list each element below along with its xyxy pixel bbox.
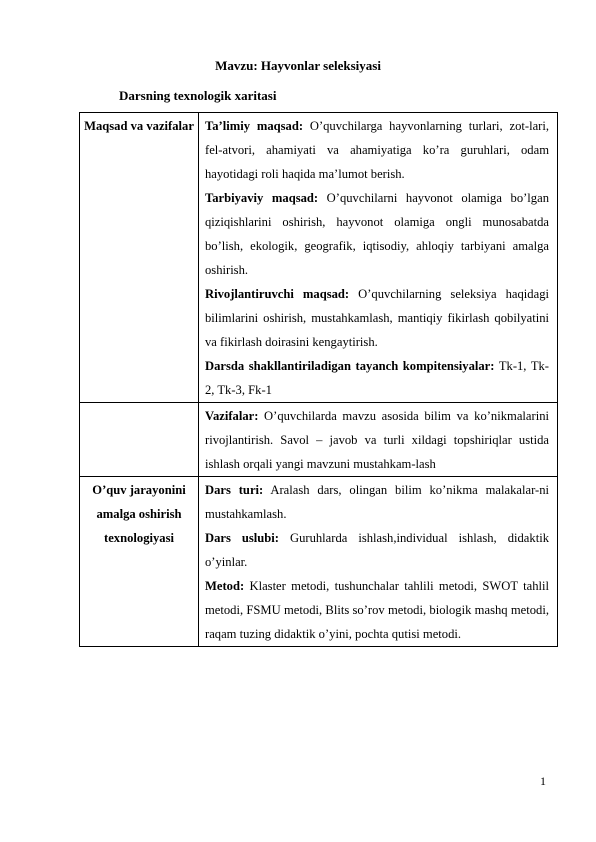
technology-map-table bbox=[79, 112, 558, 647]
row-content-goals bbox=[199, 113, 558, 403]
table-row bbox=[80, 477, 558, 647]
document-title: Mavzu: Hayvonlar seleksiyasi bbox=[215, 58, 381, 73]
paragraph-tasks: Vazifalar: O’quvchilarda mavzu asosida bilim va ko’nikmalarini rivojlantirish. Savol – javob va turli xildagi topshiriqlar ustida ishlash orqali yangi mavzuni mustahkam-lash bbox=[205, 409, 549, 471]
row-content-technology bbox=[199, 477, 558, 647]
paragraph-lesson-type: Dars turi: Aralash dars, olingan bilim ko’nikma malakalar-ni mustahkamlash. bbox=[205, 483, 549, 521]
row-heading-empty bbox=[80, 403, 199, 477]
table-row bbox=[80, 403, 558, 477]
row-heading-goals: Maqsad va vazifalar bbox=[80, 113, 199, 403]
row-heading-technology: O’quv jarayonini amalga oshirish texnologiyasi bbox=[80, 477, 199, 647]
paragraph-educational-goal: Ta’limiy maqsad: O’quvchilarga hayvonlarning turlari, zot-lari, fel-atvori, ahamiyati va ahamiyatiga ko’ra guruhlari, odam hayotidagi roli haqida ma’lumot berish. bbox=[205, 119, 549, 181]
document-subtitle: Darsning texnologik xaritasi bbox=[119, 88, 277, 103]
paragraph-method: Metod: Klaster metodi, tushunchalar tahlili metodi, SWOT tahlil metodi, FSMU metodi, Blits so’rov metodi, biologik mashq metodi, raqam tuzing didaktik o’yini, pochta qutisi metodi. bbox=[205, 579, 549, 641]
paragraph-developmental-goal: Rivojlantiruvchi maqsad: O’quvchilarning seleksiya haqidagi bilimlarini oshirish, mustahkamlash, mantiqiy fikirlash qobilyatini va fikirlash doirasini kengaytirish. bbox=[205, 287, 549, 349]
paragraph-upbringing-goal: Tarbiyaviy maqsad: O’quvchilarni hayvonot olamiga bo’lgan qiziqishlarini oshirish, hayvonot olamiga ongli munosabatda bo’lish, ekologik, geografik, iqtisodiy, ahloqiy tarbiyani amalga oshirish. bbox=[205, 191, 549, 277]
row-content-tasks bbox=[199, 403, 558, 477]
paragraph-lesson-style: Dars uslubi: Guruhlarda ishlash,individual ishlash, didaktik o’yinlar. bbox=[205, 531, 549, 569]
paragraph-competencies: Darsda shakllantiriladigan tayanch kompitensiyalar: Tk-1, Tk-2, Tk-3, Fk-1 bbox=[205, 359, 549, 397]
table-row bbox=[80, 113, 558, 403]
page-number: 1 bbox=[540, 774, 546, 788]
